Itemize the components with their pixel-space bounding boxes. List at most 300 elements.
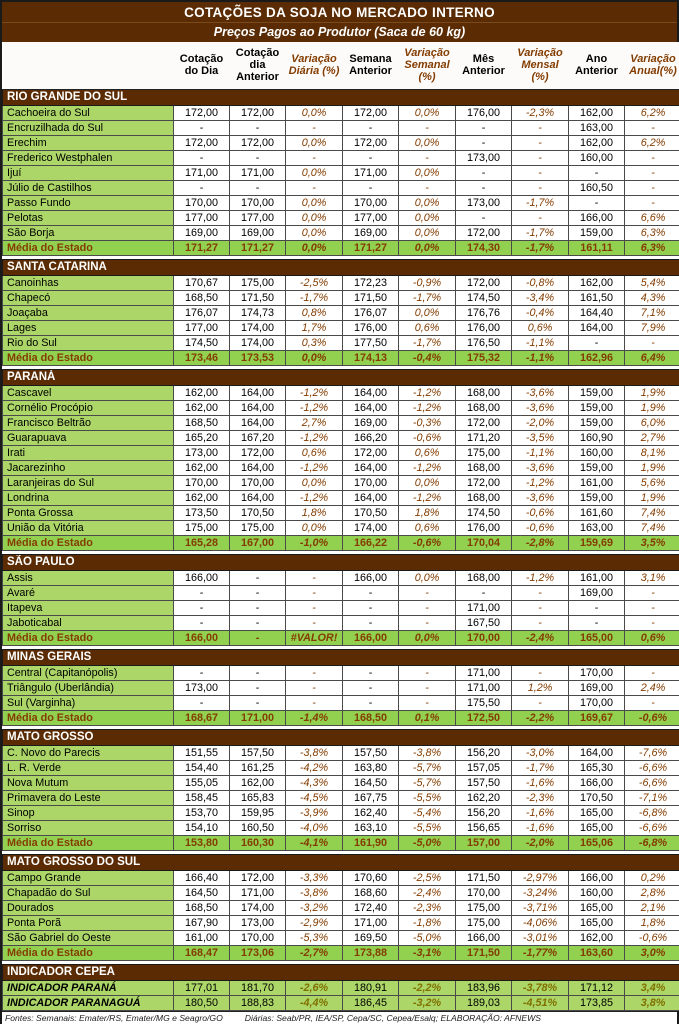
variation-cell: 3,4% [625,980,679,995]
variation-cell: -1,2% [399,385,456,400]
value-cell: 159,00 [569,385,625,400]
variation-cell: 0,0% [399,305,456,320]
variation-cell: -1,7% [399,290,456,305]
sources-daily: Diárias: Seab/PR, IEA/SP, Cepa/SC, Cepea/Esalq; ELABORAÇÃO: AFNEWS [245,1013,541,1023]
variation-cell: - [399,680,456,695]
value-cell: 153,80 [174,835,230,850]
section-header: SANTA CATARINA [3,259,679,275]
value-cell: - [343,120,399,135]
value-cell: 175,00 [230,275,286,290]
value-cell: 176,07 [343,305,399,320]
value-cell: 164,00 [230,415,286,430]
value-cell: 166,22 [343,535,399,550]
value-cell: - [569,195,625,210]
variation-cell: -3,2% [399,995,456,1010]
variation-cell: 0,0% [399,135,456,150]
value-cell: 166,00 [174,630,230,645]
variation-cell: - [625,335,679,350]
value-cell: 167,20 [230,430,286,445]
table-row [3,805,679,820]
row-label: Irati [3,445,174,460]
row-label: Sinop [3,805,174,820]
value-cell: 168,50 [174,290,230,305]
value-cell: 162,00 [174,460,230,475]
variation-cell: - [512,120,569,135]
value-cell: - [230,630,286,645]
table-row [3,120,679,135]
value-cell: 162,40 [343,805,399,820]
table-row [3,460,679,475]
variation-cell: 0,0% [399,105,456,120]
value-cell: 168,47 [174,945,230,960]
row-label: Frederico Westphalen [3,150,174,165]
value-cell: 170,67 [174,275,230,290]
value-cell: 170,50 [569,790,625,805]
variation-cell: 0,0% [286,475,343,490]
value-cell: 168,50 [174,415,230,430]
variation-cell: -2,2% [512,710,569,725]
report-subtitle: Preços Pagos ao Produtor (Saca de 60 kg) [2,23,677,42]
variation-cell: -0,6% [512,505,569,520]
variation-cell: 0,0% [286,105,343,120]
value-cell: 171,00 [230,710,286,725]
variation-cell: -3,6% [512,400,569,415]
variation-cell: -1,6% [512,775,569,790]
variation-cell: -1,2% [512,570,569,585]
value-cell: 176,00 [456,320,512,335]
variation-cell: -6,6% [625,775,679,790]
row-label: Pelotas [3,210,174,225]
value-cell: 167,75 [343,790,399,805]
value-cell: - [230,665,286,680]
table-row [3,615,679,630]
row-label: Cachoeira do Sul [3,105,174,120]
value-cell: 172,00 [456,275,512,290]
table-row [3,915,679,930]
column-header-row [3,42,679,89]
row-label: Canoinhas [3,275,174,290]
row-label: Guarapuava [3,430,174,445]
variation-cell: - [625,600,679,615]
value-cell: - [230,120,286,135]
section-header: MATO GROSSO DO SUL [3,854,679,870]
variation-cell: -2,4% [512,630,569,645]
variation-cell: - [625,165,679,180]
row-label: Júlio de Castilhos [3,180,174,195]
variation-cell: -5,4% [399,805,456,820]
table-row [3,870,679,885]
value-cell: 173,88 [343,945,399,960]
value-cell: 180,91 [343,980,399,995]
table-row [3,240,679,255]
value-cell: 166,00 [569,210,625,225]
row-label: Campo Grande [3,870,174,885]
variation-cell: 0,0% [286,225,343,240]
variation-cell: -1,2% [286,385,343,400]
value-cell: 165,06 [569,835,625,850]
value-cell: 174,50 [456,505,512,520]
variation-cell: 1,2% [512,680,569,695]
value-cell: 166,00 [569,775,625,790]
variation-cell: 6,3% [625,240,679,255]
variation-cell: - [625,585,679,600]
value-cell: 172,23 [343,275,399,290]
variation-cell: 6,0% [625,415,679,430]
value-cell: 166,20 [343,430,399,445]
value-cell: 173,00 [456,195,512,210]
row-label: Sorriso [3,820,174,835]
value-cell: - [230,150,286,165]
table-row [3,290,679,305]
variation-cell: 1,9% [625,400,679,415]
value-cell: 151,55 [174,745,230,760]
table-row [3,305,679,320]
variation-cell: -3,9% [286,805,343,820]
value-cell: - [456,120,512,135]
value-cell: 175,00 [174,520,230,535]
section-header: INDICADOR CEPEA [3,964,679,980]
value-cell: 171,00 [456,665,512,680]
row-label: Média do Estado [3,240,174,255]
variation-cell: - [512,150,569,165]
value-cell: - [343,615,399,630]
variation-cell: - [286,665,343,680]
value-cell: 172,00 [343,445,399,460]
value-cell: 164,00 [569,745,625,760]
section-header: SÃO PAULO [3,554,679,570]
table-row [3,400,679,415]
variation-cell: -3,5% [512,430,569,445]
value-cell: 165,00 [569,630,625,645]
value-cell: 172,00 [230,445,286,460]
row-label: São Gabriel do Oeste [3,930,174,945]
row-label: Média do Estado [3,535,174,550]
row-label: Ponta Grossa [3,505,174,520]
col-header-prev-week: Semana Anterior [343,42,399,89]
variation-cell: -5,7% [399,760,456,775]
variation-cell: -6,8% [625,805,679,820]
variation-cell: -1,2% [512,475,569,490]
variation-cell: -0,6% [512,520,569,535]
table-row [3,105,679,120]
value-cell: 170,00 [569,665,625,680]
value-cell: 166,00 [174,570,230,585]
table-row [3,490,679,505]
value-cell: 172,00 [230,105,286,120]
variation-cell: -1,6% [512,805,569,820]
variation-cell: 2,1% [625,900,679,915]
value-cell: 166,00 [343,570,399,585]
variation-cell: -5,0% [399,930,456,945]
value-cell: 171,27 [230,240,286,255]
value-cell: 161,00 [174,930,230,945]
variation-cell: 0,6% [399,320,456,335]
variation-cell: -4,2% [286,760,343,775]
value-cell: 164,00 [230,385,286,400]
variation-cell: -2,7% [286,945,343,960]
value-cell: - [174,180,230,195]
value-cell: 181,70 [230,980,286,995]
value-cell: - [343,180,399,195]
variation-cell: - [286,570,343,585]
variation-cell: - [625,615,679,630]
value-cell: 163,00 [569,120,625,135]
variation-cell: -3,1% [399,945,456,960]
variation-cell: -1,8% [399,915,456,930]
table-row [3,195,679,210]
variation-cell: 0,0% [399,570,456,585]
variation-cell: -6,6% [625,820,679,835]
row-label: Ponta Porã [3,915,174,930]
value-cell: 175,00 [230,520,286,535]
variation-cell: 0,1% [399,710,456,725]
value-cell: 172,40 [343,900,399,915]
variation-cell: -3,2% [286,900,343,915]
variation-cell: 6,2% [625,135,679,150]
row-label: Assis [3,570,174,585]
value-cell: - [174,120,230,135]
variation-cell: -3,8% [286,745,343,760]
variation-cell: 1,9% [625,460,679,475]
variation-cell: 0,0% [399,475,456,490]
value-cell: 172,00 [230,870,286,885]
row-label: Sul (Varginha) [3,695,174,710]
table-row [3,630,679,645]
value-cell: 166,00 [456,930,512,945]
variation-cell: -2,3% [399,900,456,915]
value-cell: 169,00 [230,225,286,240]
variation-cell: 0,0% [399,240,456,255]
value-cell: 171,00 [174,165,230,180]
value-cell: 174,50 [456,290,512,305]
value-cell: - [174,150,230,165]
variation-cell: 1,8% [286,505,343,520]
row-label: Média do Estado [3,350,174,365]
variation-cell: - [286,150,343,165]
value-cell: 167,90 [174,915,230,930]
value-cell: 162,00 [569,135,625,150]
value-cell: 167,00 [230,535,286,550]
table-row [3,210,679,225]
table-row [3,695,679,710]
variation-cell: - [399,600,456,615]
variation-cell: -2,6% [286,980,343,995]
value-cell: 165,83 [230,790,286,805]
variation-cell: 2,7% [625,430,679,445]
table-row [3,745,679,760]
variation-cell: - [512,695,569,710]
value-cell: - [343,680,399,695]
value-cell: 170,00 [174,475,230,490]
value-cell: - [456,165,512,180]
col-header-daily-var: Variação Diária (%) [286,42,343,89]
value-cell: 159,69 [569,535,625,550]
value-cell: 173,00 [174,680,230,695]
value-cell: 170,60 [343,870,399,885]
value-cell: 157,50 [456,775,512,790]
table-row [3,665,679,680]
table-row [3,225,679,240]
variation-cell: -0,6% [399,535,456,550]
variation-cell: 0,0% [286,165,343,180]
section-header-row [3,89,679,105]
variation-cell: -4,4% [286,995,343,1010]
section-header-row [3,854,679,870]
value-cell: 161,50 [569,290,625,305]
row-label: Primavera do Leste [3,790,174,805]
col-header-prev-month: Mês Anterior [456,42,512,89]
table-row [3,320,679,335]
value-cell: 175,00 [456,915,512,930]
value-cell: 171,50 [456,870,512,885]
value-cell: 186,45 [343,995,399,1010]
row-label: Média do Estado [3,710,174,725]
variation-cell: -1,4% [286,710,343,725]
value-cell: 163,60 [569,945,625,960]
variation-cell: -0,6% [399,430,456,445]
variation-cell: 7,4% [625,520,679,535]
value-cell: 164,00 [230,460,286,475]
value-cell: 165,20 [174,430,230,445]
value-cell: 169,00 [343,415,399,430]
row-label: Jacarezinho [3,460,174,475]
variation-cell: -3,6% [512,490,569,505]
variation-cell: -1,2% [399,460,456,475]
row-label: INDICADOR PARANÁ [3,980,174,995]
variation-cell: -4,0% [286,820,343,835]
value-cell: 175,32 [456,350,512,365]
value-cell: 156,20 [456,745,512,760]
value-cell: 162,00 [569,275,625,290]
value-cell: 166,40 [174,870,230,885]
value-cell: 175,00 [456,900,512,915]
row-label: Central (Capitanópolis) [3,665,174,680]
variation-cell: -0,4% [512,305,569,320]
section-header: MATO GROSSO [3,729,679,745]
value-cell: 173,85 [569,995,625,1010]
value-cell: 172,00 [456,475,512,490]
variation-cell: -2,97% [512,870,569,885]
value-cell: 169,00 [343,225,399,240]
value-cell: 156,65 [456,820,512,835]
value-cell: 174,13 [343,350,399,365]
variation-cell: 0,0% [286,520,343,535]
table-row [3,150,679,165]
variation-cell: 0,0% [399,195,456,210]
table-row [3,835,679,850]
value-cell: 164,00 [230,490,286,505]
value-cell: 165,00 [569,915,625,930]
value-cell: 161,00 [569,475,625,490]
value-cell: 162,00 [569,930,625,945]
value-cell: 166,00 [343,630,399,645]
row-label: Laranjeiras do Sul [3,475,174,490]
table-row [3,445,679,460]
value-cell: 173,50 [174,505,230,520]
variation-cell: -1,2% [286,490,343,505]
value-cell: 175,50 [456,695,512,710]
value-cell: 169,00 [174,225,230,240]
table-row [3,430,679,445]
row-label: Média do Estado [3,835,174,850]
variation-cell: - [399,695,456,710]
variation-cell: 3,1% [625,570,679,585]
variation-cell: -1,7% [512,760,569,775]
value-cell: 154,10 [174,820,230,835]
value-cell: 162,00 [174,490,230,505]
value-cell: - [230,585,286,600]
value-cell: 171,00 [456,600,512,615]
table-row [3,600,679,615]
value-cell: 171,00 [230,885,286,900]
variation-cell: 0,6% [286,445,343,460]
value-cell: 169,00 [569,585,625,600]
row-label: São Borja [3,225,174,240]
value-cell: 172,00 [456,225,512,240]
section-header-row [3,554,679,570]
row-label: Triângulo (Uberlândia) [3,680,174,695]
row-label: Média do Estado [3,945,174,960]
variation-cell: 0,0% [399,225,456,240]
variation-cell: - [625,180,679,195]
value-cell: 170,04 [456,535,512,550]
variation-cell: -1,2% [399,400,456,415]
variation-cell: 3,0% [625,945,679,960]
value-cell: 160,90 [569,430,625,445]
variation-cell: -3,71% [512,900,569,915]
value-cell: 183,96 [456,980,512,995]
table-row [3,680,679,695]
row-label: Chapecó [3,290,174,305]
value-cell: 176,00 [456,105,512,120]
col-header-prev-year: Ano Anterior [569,42,625,89]
section-header-row [3,259,679,275]
variation-cell: -1,7% [512,240,569,255]
value-cell: 168,50 [174,900,230,915]
value-cell: 159,00 [569,460,625,475]
value-cell: 175,00 [456,445,512,460]
value-cell: 174,00 [343,520,399,535]
row-label: Itapeva [3,600,174,615]
variation-cell: - [512,210,569,225]
value-cell: 159,00 [569,490,625,505]
value-cell: 168,50 [343,710,399,725]
value-cell: - [456,180,512,195]
variation-cell: 7,1% [625,305,679,320]
value-cell: - [343,600,399,615]
variation-cell: -7,6% [625,745,679,760]
row-label: INDICADOR PARANAGUÁ [3,995,174,1010]
value-cell: 162,00 [569,105,625,120]
value-cell: 173,00 [230,915,286,930]
section-header: MINAS GERAIS [3,649,679,665]
variation-cell: - [512,665,569,680]
variation-cell: 7,9% [625,320,679,335]
variation-cell: -5,7% [399,775,456,790]
value-cell: 162,96 [569,350,625,365]
variation-cell: 0,0% [286,210,343,225]
value-cell: 163,10 [343,820,399,835]
value-cell: 172,00 [230,135,286,150]
variation-cell: 3,8% [625,995,679,1010]
table-row [3,275,679,290]
variation-cell: -1,1% [512,350,569,365]
table-row [3,790,679,805]
table-row [3,385,679,400]
variation-cell: 0,0% [286,195,343,210]
value-cell: - [230,695,286,710]
value-cell: 171,12 [569,980,625,995]
